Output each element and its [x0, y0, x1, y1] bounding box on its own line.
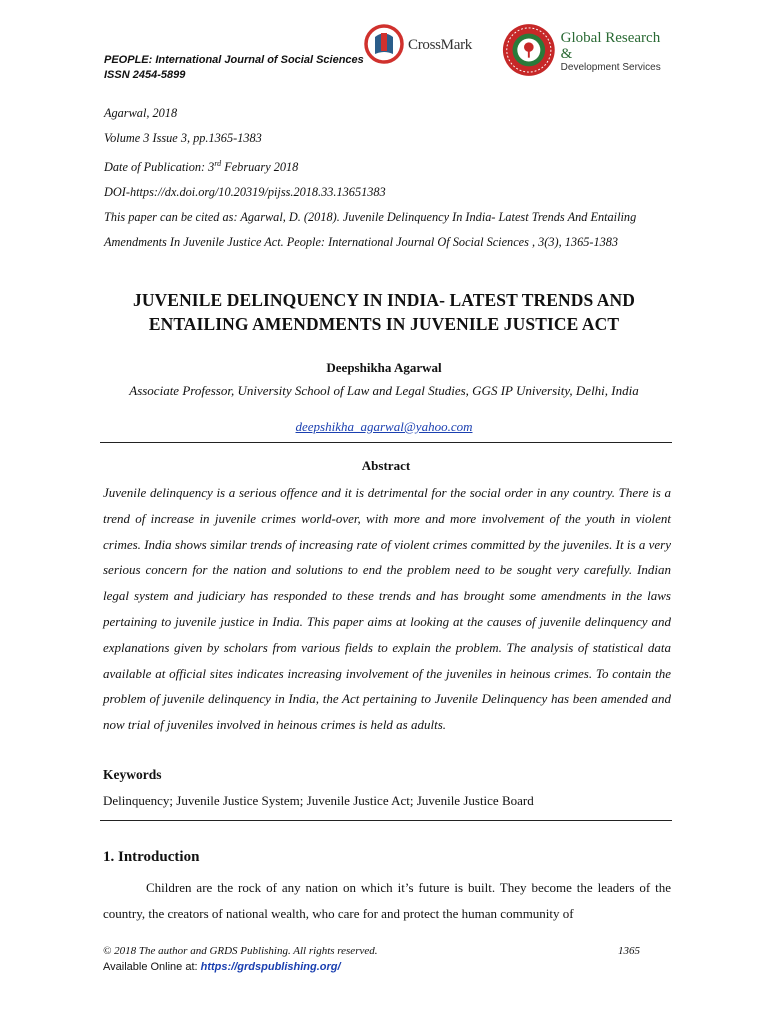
paper-title-line2: ENTAILING AMENDMENTS IN JUVENILE JUSTICE ACT — [148, 314, 620, 334]
publisher-name-line2: Development Services — [560, 62, 661, 73]
publication-date: Date of Publication: 3rd February 2018 — [104, 159, 299, 175]
availability-label: Available Online at: — [103, 961, 201, 973]
page-number: 1365 — [618, 945, 640, 957]
abstract-text: Juvenile delinquency is a serious offence and it is detrimental for the social order in any country. There is a trend of increase in juvenile crimes world-over, with more and more involvement of the youth in violent crimes. India shows similar trends of increasing rate of violent crimes committed by the juveniles. It is a very serious concern for the nation and solutions to end the problem need to be sought very carefully. Indian legal system and judiciary has responded to these trends and has brought some amendments in the laws pertaining to juvenile justice in India. This paper aims at looking at the causes of juvenile delinquency and explanations given by scholars from various fields to explain the problem. The analysis of statistical data available at official sites indicates increasing involvement of the juveniles in heinous crimes. To contain the problem of juvenile delinquency in India, the Act pertaining to Juvenile Delinquency has been amended and now trial of juveniles involved in heinous crimes is held as adults. — [103, 485, 671, 733]
introduction-text: Children are the rock of any nation on which it’s future is built. They become the leaders of the country, the creators of national wealth, who care for and protect the human community of — [103, 880, 671, 921]
publisher-url-link[interactable]: https://grdspublishing.org/ — [200, 961, 341, 973]
keywords-heading: Keywords — [103, 767, 162, 782]
divider-bottom — [100, 820, 672, 821]
paper-title — [90, 288, 678, 336]
availability-line — [103, 961, 341, 973]
journal-header — [104, 53, 364, 83]
citation: This paper can be cited as: Agarwal, D. (2018). Juvenile Delinquency In India- Latest Trends And Entailing Amendments In Juvenile Justice Act. People: International Journal Of Social Sciences , 3(3), 1365-1383 — [104, 210, 637, 250]
introduction-heading: 1. Introduction — [103, 849, 200, 865]
journal-issn: ISSN 2454-5899 — [104, 69, 186, 81]
article-metadata — [104, 101, 684, 255]
volume-info: Volume 3 Issue 3, pp.1365-1383 — [104, 131, 262, 145]
journal-name: PEOPLE: International Journal of Social Sciences — [104, 54, 364, 66]
grds-seal-icon — [501, 22, 557, 78]
author-year: Agarwal, 2018 — [104, 106, 178, 120]
crossmark-label: CrossMark — [408, 36, 472, 53]
copyright-notice: © 2018 The author and GRDS Publishing. All rights reserved. — [103, 945, 378, 957]
publisher-name-line1: Global Research & — [560, 30, 661, 62]
paper-title-line1: JUVENILE DELINQUENCY IN INDIA- LATEST TRENDS AND — [132, 290, 636, 310]
author-email-link[interactable]: deepshikha_agarwal@yahoo.com — [295, 419, 473, 434]
keywords-text: Delinquency; Juvenile Justice System; Juvenile Justice Act; Juvenile Justice Board — [103, 793, 534, 808]
publisher-logo — [501, 22, 671, 78]
abstract-heading: Abstract — [361, 458, 411, 473]
author-name: Deepshikha Agarwal — [326, 360, 442, 375]
divider-top — [100, 442, 672, 443]
doi-link[interactable]: DOI-https://dx.doi.org/10.20319/pijss.2018.33.13651383 — [104, 185, 386, 200]
crossmark-logo[interactable] — [364, 22, 484, 68]
author-affiliation: Associate Professor, University School of Law and Legal Studies, GGS IP University, Delhi, India — [129, 383, 639, 398]
crossmark-icon — [364, 24, 404, 66]
